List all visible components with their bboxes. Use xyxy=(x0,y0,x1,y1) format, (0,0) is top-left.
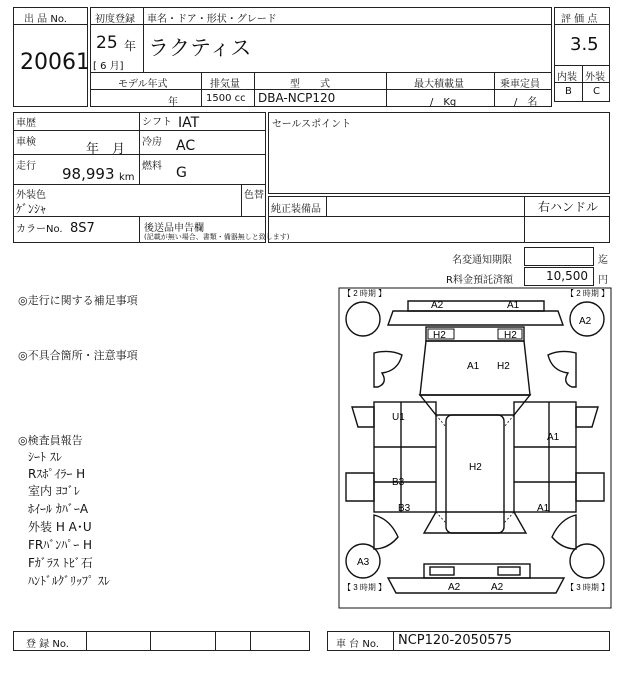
damage-mark: H2 xyxy=(504,330,517,341)
sales-point-label: セールスポイント xyxy=(272,119,352,130)
color-number: 8S7 xyxy=(70,221,95,236)
inspection-label: 車検 xyxy=(16,137,36,148)
displacement: 1500 cc xyxy=(206,93,246,104)
corner-label: 【 3 時期 】 xyxy=(343,583,387,592)
chassis-number: NCP120-2050575 xyxy=(398,633,513,648)
model-type: DBA-NCP120 xyxy=(258,91,336,105)
ac-label: 冷房 xyxy=(142,137,162,148)
displacement-label: 排気量 xyxy=(210,79,240,90)
damage-mark: H2 xyxy=(497,361,510,372)
car-name-label: 車名・ドア・形状・グレード xyxy=(147,14,277,25)
mileage-unit: km xyxy=(119,172,135,183)
damage-mark: A2 xyxy=(448,582,461,593)
shift-label: シフト xyxy=(142,117,172,128)
damage-mark: A1 xyxy=(507,300,520,311)
body-color: ｹﾞﾝｼｬ xyxy=(16,202,47,216)
damage-mark: A1 xyxy=(537,503,550,514)
damage-mark: H2 xyxy=(469,462,482,473)
history-label: 車歴 xyxy=(16,118,36,129)
registration-number-label: 登 録 No. xyxy=(26,639,69,650)
damage-mark: H2 xyxy=(433,330,446,341)
lot-number: 20061 xyxy=(20,50,90,75)
inspector-line: ﾊﾝﾄﾞﾙｸﾞﾘｯﾌﾟ ｽﾚ xyxy=(28,574,110,588)
color-number-label: カラーNo. xyxy=(16,224,63,235)
damage-mark: U1 xyxy=(392,412,405,423)
max-load-label: 最大積載量 xyxy=(414,79,464,90)
inspector-line: ﾎｲｰﾙ ｶﾊﾞｰA xyxy=(28,502,89,516)
corner-label: 【 3 時期 】 xyxy=(566,583,610,592)
name-change-label: 名変通知期限 xyxy=(452,255,512,266)
repaint-label: 色替 xyxy=(244,190,264,201)
inspection: 年 月 xyxy=(86,142,126,157)
inspector-report-title: ◎検査員報告 xyxy=(18,434,83,447)
interior-grade: B xyxy=(565,86,572,97)
capacity-label: 乗車定員 xyxy=(500,79,540,90)
recycle-unit: 円 xyxy=(598,275,608,286)
exterior-label: 外装 xyxy=(585,72,605,83)
damage-mark: A3 xyxy=(357,557,370,568)
max-load: / Kg xyxy=(430,97,457,108)
fuel-label: 燃料 xyxy=(142,161,162,172)
recycle-value: 10,500 xyxy=(546,269,588,283)
car-damage-diagram xyxy=(338,287,613,610)
damage-mark: A1 xyxy=(547,432,560,443)
ac: AC xyxy=(176,138,196,154)
damage-mark: B3 xyxy=(392,477,405,488)
inspector-line: 室内 ﾖｺﾞﾚ xyxy=(28,484,80,498)
inspector-line: 外装 H A･U xyxy=(28,520,92,534)
handle-side: 右ハンドル xyxy=(538,200,599,214)
lot-number-label: 出 品 No. xyxy=(24,14,67,25)
damage-mark: A1 xyxy=(467,361,480,372)
damage-mark: B3 xyxy=(398,503,411,514)
damage-mark: A2 xyxy=(491,582,504,593)
inspector-line: ｼｰﾄ ｽﾚ xyxy=(28,450,62,464)
inspector-line: Rｽﾎﾟｲﾗｰ H xyxy=(28,467,86,481)
driving-remarks-title: ◎走行に関する補足事項 xyxy=(18,294,138,307)
declaration-label: 後送品申告欄 xyxy=(144,223,204,234)
score: 3.5 xyxy=(570,34,599,55)
inspector-line: Fｶﾞﾗｽ ﾄﾋﾞ石 xyxy=(28,556,93,570)
first-registration-label: 初度登録 xyxy=(95,14,135,25)
declaration-note: (記載が無い場合、書類・備器無しと致します) xyxy=(144,233,290,241)
model-year-label: モデル年式 xyxy=(118,79,168,90)
first-registration-month: [ 6 月] xyxy=(93,61,124,72)
options-label: 純正装備品 xyxy=(271,204,321,215)
mileage-label: 走行 xyxy=(16,161,36,172)
color-label: 外装色 xyxy=(16,190,46,201)
capacity: / 名 xyxy=(514,97,538,108)
damage-mark: A2 xyxy=(431,300,444,311)
year-unit: 年 xyxy=(124,39,137,53)
recycle-label: R料金預託済額 xyxy=(446,275,513,286)
chassis-number-label: 車 台 No. xyxy=(336,639,379,650)
first-registration-year: 25 xyxy=(96,33,118,53)
corner-label: 【 2 時期 】 xyxy=(566,289,610,298)
car-name: ラクティス xyxy=(148,36,252,60)
damage-mark: A2 xyxy=(579,316,592,327)
interior-label: 内装 xyxy=(557,72,577,83)
model-year-unit: 年 xyxy=(168,97,178,108)
name-change-box xyxy=(524,247,594,266)
defects-title: ◎不具合箇所・注意事項 xyxy=(18,349,138,362)
mileage: 98,993 xyxy=(62,165,115,183)
corner-label: 【 2 時期 】 xyxy=(343,289,387,298)
inspector-line: FRﾊﾞﾝﾊﾟｰ H xyxy=(28,538,93,552)
shift: IAT xyxy=(178,115,200,131)
fuel: G xyxy=(176,165,187,181)
name-change-unit: 迄 xyxy=(598,255,608,266)
type-label: 型 式 xyxy=(290,79,330,90)
exterior-grade: C xyxy=(593,86,600,97)
score-label: 評 価 点 xyxy=(561,14,598,25)
